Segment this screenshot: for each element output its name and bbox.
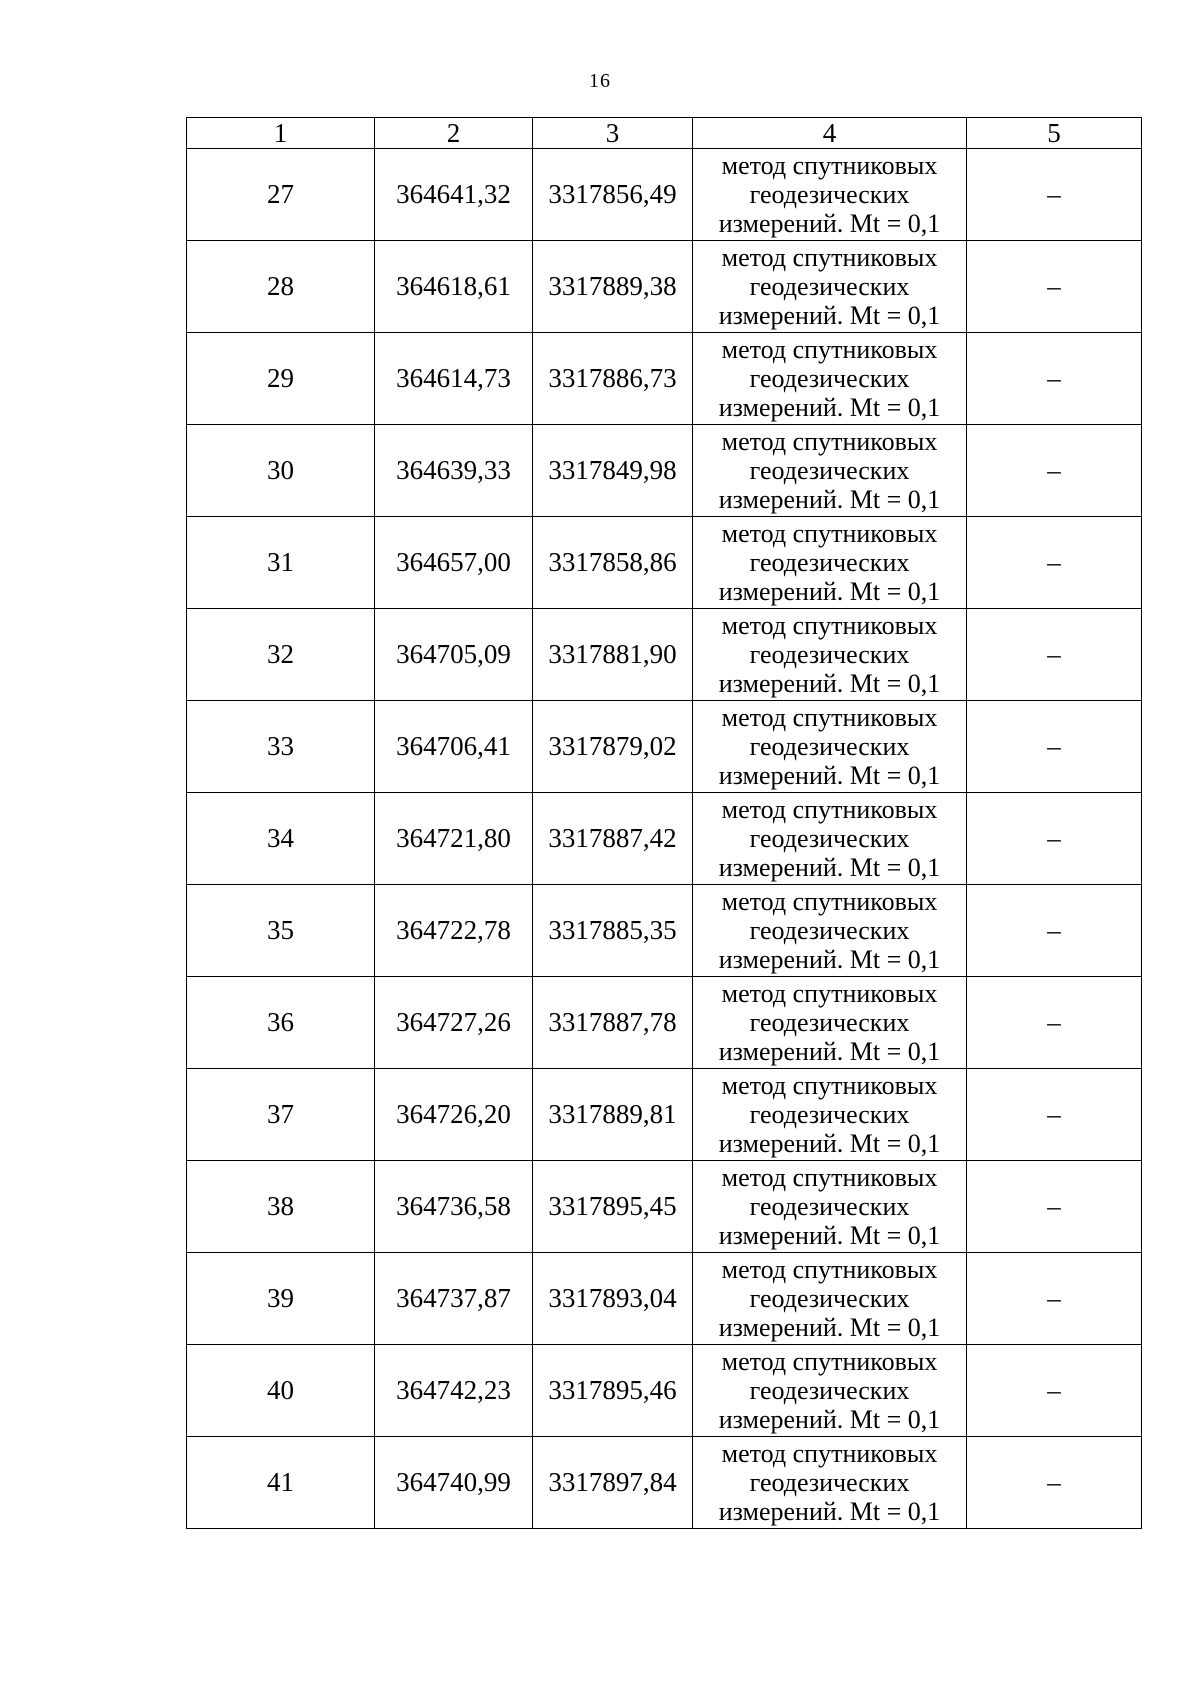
method-line: измерений. Mt = 0,1 xyxy=(718,209,941,238)
method-line: метод спутниковых xyxy=(721,1071,938,1100)
table-row xyxy=(187,425,1142,517)
note-cell: – xyxy=(967,241,1142,333)
method-line: геодезических xyxy=(749,916,910,945)
point-number-cell: 36 xyxy=(187,977,375,1069)
point-number-cell: 30 xyxy=(187,425,375,517)
x-coordinate-cell: 364727,26 xyxy=(375,977,533,1069)
x-coordinate-cell: 364722,78 xyxy=(375,885,533,977)
method-cell xyxy=(693,149,967,241)
column-header-1: 1 xyxy=(187,118,375,149)
point-number-cell: 28 xyxy=(187,241,375,333)
note-cell: – xyxy=(967,425,1142,517)
method-line: метод спутниковых xyxy=(721,1163,938,1192)
y-coordinate-cell: 3317897,84 xyxy=(533,1437,693,1529)
method-line: геодезических xyxy=(749,456,910,485)
method-cell xyxy=(693,1161,967,1253)
method-line: метод спутниковых xyxy=(721,795,938,824)
method-cell xyxy=(693,1437,967,1529)
y-coordinate-cell: 3317881,90 xyxy=(533,609,693,701)
method-cell xyxy=(693,1253,967,1345)
method-line: измерений. Mt = 0,1 xyxy=(718,1037,941,1066)
method-cell xyxy=(693,333,967,425)
y-coordinate-cell: 3317895,46 xyxy=(533,1345,693,1437)
x-coordinate-cell: 364639,33 xyxy=(375,425,533,517)
x-coordinate-cell: 364736,58 xyxy=(375,1161,533,1253)
method-line: геодезических xyxy=(749,180,910,209)
point-number-cell: 39 xyxy=(187,1253,375,1345)
x-coordinate-cell: 364742,23 xyxy=(375,1345,533,1437)
x-coordinate-cell: 364740,99 xyxy=(375,1437,533,1529)
y-coordinate-cell: 3317887,78 xyxy=(533,977,693,1069)
method-line: измерений. Mt = 0,1 xyxy=(718,1129,941,1158)
note-cell: – xyxy=(967,1253,1142,1345)
method-line: измерений. Mt = 0,1 xyxy=(718,393,941,422)
point-number-cell: 40 xyxy=(187,1345,375,1437)
table-row xyxy=(187,1253,1142,1345)
method-line: измерений. Mt = 0,1 xyxy=(718,1405,941,1434)
table-row xyxy=(187,793,1142,885)
y-coordinate-cell: 3317856,49 xyxy=(533,149,693,241)
method-line: измерений. Mt = 0,1 xyxy=(718,853,941,882)
method-cell xyxy=(693,425,967,517)
method-cell xyxy=(693,517,967,609)
point-number-cell: 29 xyxy=(187,333,375,425)
note-cell: – xyxy=(967,1069,1142,1161)
coordinates-table xyxy=(186,117,1142,1529)
method-line: геодезических xyxy=(749,1284,910,1313)
x-coordinate-cell: 364618,61 xyxy=(375,241,533,333)
note-cell: – xyxy=(967,517,1142,609)
method-line: геодезических xyxy=(749,548,910,577)
note-cell: – xyxy=(967,333,1142,425)
method-cell xyxy=(693,241,967,333)
method-line: геодезических xyxy=(749,1008,910,1037)
method-line: геодезических xyxy=(749,1192,910,1221)
method-line: метод спутниковых xyxy=(721,887,938,916)
method-line: измерений. Mt = 0,1 xyxy=(718,1313,941,1342)
note-cell: – xyxy=(967,1345,1142,1437)
point-number-cell: 37 xyxy=(187,1069,375,1161)
y-coordinate-cell: 3317886,73 xyxy=(533,333,693,425)
note-cell: – xyxy=(967,701,1142,793)
column-header-4: 4 xyxy=(693,118,967,149)
note-cell: – xyxy=(967,609,1142,701)
method-line: измерений. Mt = 0,1 xyxy=(718,761,941,790)
method-line: метод спутниковых xyxy=(721,979,938,1008)
table-row xyxy=(187,241,1142,333)
y-coordinate-cell: 3317887,42 xyxy=(533,793,693,885)
method-line: измерений. Mt = 0,1 xyxy=(718,577,941,606)
point-number-cell: 33 xyxy=(187,701,375,793)
table-row xyxy=(187,701,1142,793)
table-row xyxy=(187,885,1142,977)
method-line: метод спутниковых xyxy=(721,151,938,180)
x-coordinate-cell: 364614,73 xyxy=(375,333,533,425)
method-line: геодезических xyxy=(749,1468,910,1497)
method-cell xyxy=(693,977,967,1069)
y-coordinate-cell: 3317849,98 xyxy=(533,425,693,517)
note-cell: – xyxy=(967,793,1142,885)
table-row xyxy=(187,977,1142,1069)
table-body xyxy=(187,149,1142,1529)
method-line: измерений. Mt = 0,1 xyxy=(718,1221,941,1250)
method-line: метод спутниковых xyxy=(721,703,938,732)
y-coordinate-cell: 3317858,86 xyxy=(533,517,693,609)
method-line: метод спутниковых xyxy=(721,519,938,548)
x-coordinate-cell: 364737,87 xyxy=(375,1253,533,1345)
x-coordinate-cell: 364641,32 xyxy=(375,149,533,241)
header-row xyxy=(187,118,1142,149)
table-row xyxy=(187,1345,1142,1437)
table-row xyxy=(187,1069,1142,1161)
note-cell: – xyxy=(967,977,1142,1069)
method-line: геодезических xyxy=(749,732,910,761)
point-number-cell: 41 xyxy=(187,1437,375,1529)
method-line: измерений. Mt = 0,1 xyxy=(718,945,941,974)
x-coordinate-cell: 364705,09 xyxy=(375,609,533,701)
x-coordinate-cell: 364706,41 xyxy=(375,701,533,793)
method-line: метод спутниковых xyxy=(721,1255,938,1284)
method-line: геодезических xyxy=(749,824,910,853)
y-coordinate-cell: 3317895,45 xyxy=(533,1161,693,1253)
y-coordinate-cell: 3317889,38 xyxy=(533,241,693,333)
method-cell xyxy=(693,701,967,793)
x-coordinate-cell: 364726,20 xyxy=(375,1069,533,1161)
method-line: измерений. Mt = 0,1 xyxy=(718,669,941,698)
method-cell xyxy=(693,1345,967,1437)
point-number-cell: 27 xyxy=(187,149,375,241)
table-header xyxy=(187,118,1142,149)
method-line: геодезических xyxy=(749,1100,910,1129)
point-number-cell: 35 xyxy=(187,885,375,977)
column-header-3: 3 xyxy=(533,118,693,149)
method-line: геодезических xyxy=(749,364,910,393)
method-cell xyxy=(693,885,967,977)
note-cell: – xyxy=(967,1437,1142,1529)
method-line: измерений. Mt = 0,1 xyxy=(718,301,941,330)
method-line: измерений. Mt = 0,1 xyxy=(718,1497,941,1526)
table-row xyxy=(187,1161,1142,1253)
method-cell xyxy=(693,609,967,701)
note-cell: – xyxy=(967,1161,1142,1253)
method-line: метод спутниковых xyxy=(721,335,938,364)
method-line: метод спутниковых xyxy=(721,1439,938,1468)
method-line: метод спутниковых xyxy=(721,611,938,640)
point-number-cell: 32 xyxy=(187,609,375,701)
note-cell: – xyxy=(967,885,1142,977)
y-coordinate-cell: 3317893,04 xyxy=(533,1253,693,1345)
method-line: геодезических xyxy=(749,1376,910,1405)
column-header-2: 2 xyxy=(375,118,533,149)
y-coordinate-cell: 3317885,35 xyxy=(533,885,693,977)
method-line: измерений. Mt = 0,1 xyxy=(718,485,941,514)
x-coordinate-cell: 364657,00 xyxy=(375,517,533,609)
y-coordinate-cell: 3317879,02 xyxy=(533,701,693,793)
table-row xyxy=(187,517,1142,609)
table-row xyxy=(187,149,1142,241)
method-line: геодезических xyxy=(749,272,910,301)
method-line: геодезических xyxy=(749,640,910,669)
y-coordinate-cell: 3317889,81 xyxy=(533,1069,693,1161)
method-line: метод спутниковых xyxy=(721,1347,938,1376)
table-row xyxy=(187,1437,1142,1529)
x-coordinate-cell: 364721,80 xyxy=(375,793,533,885)
point-number-cell: 38 xyxy=(187,1161,375,1253)
table-row xyxy=(187,333,1142,425)
method-cell xyxy=(693,1069,967,1161)
point-number-cell: 34 xyxy=(187,793,375,885)
method-line: метод спутниковых xyxy=(721,243,938,272)
page-number: 16 xyxy=(589,70,611,92)
point-number-cell: 31 xyxy=(187,517,375,609)
table-row xyxy=(187,609,1142,701)
method-cell xyxy=(693,793,967,885)
note-cell: – xyxy=(967,149,1142,241)
column-header-5: 5 xyxy=(967,118,1142,149)
method-line: метод спутниковых xyxy=(721,427,938,456)
